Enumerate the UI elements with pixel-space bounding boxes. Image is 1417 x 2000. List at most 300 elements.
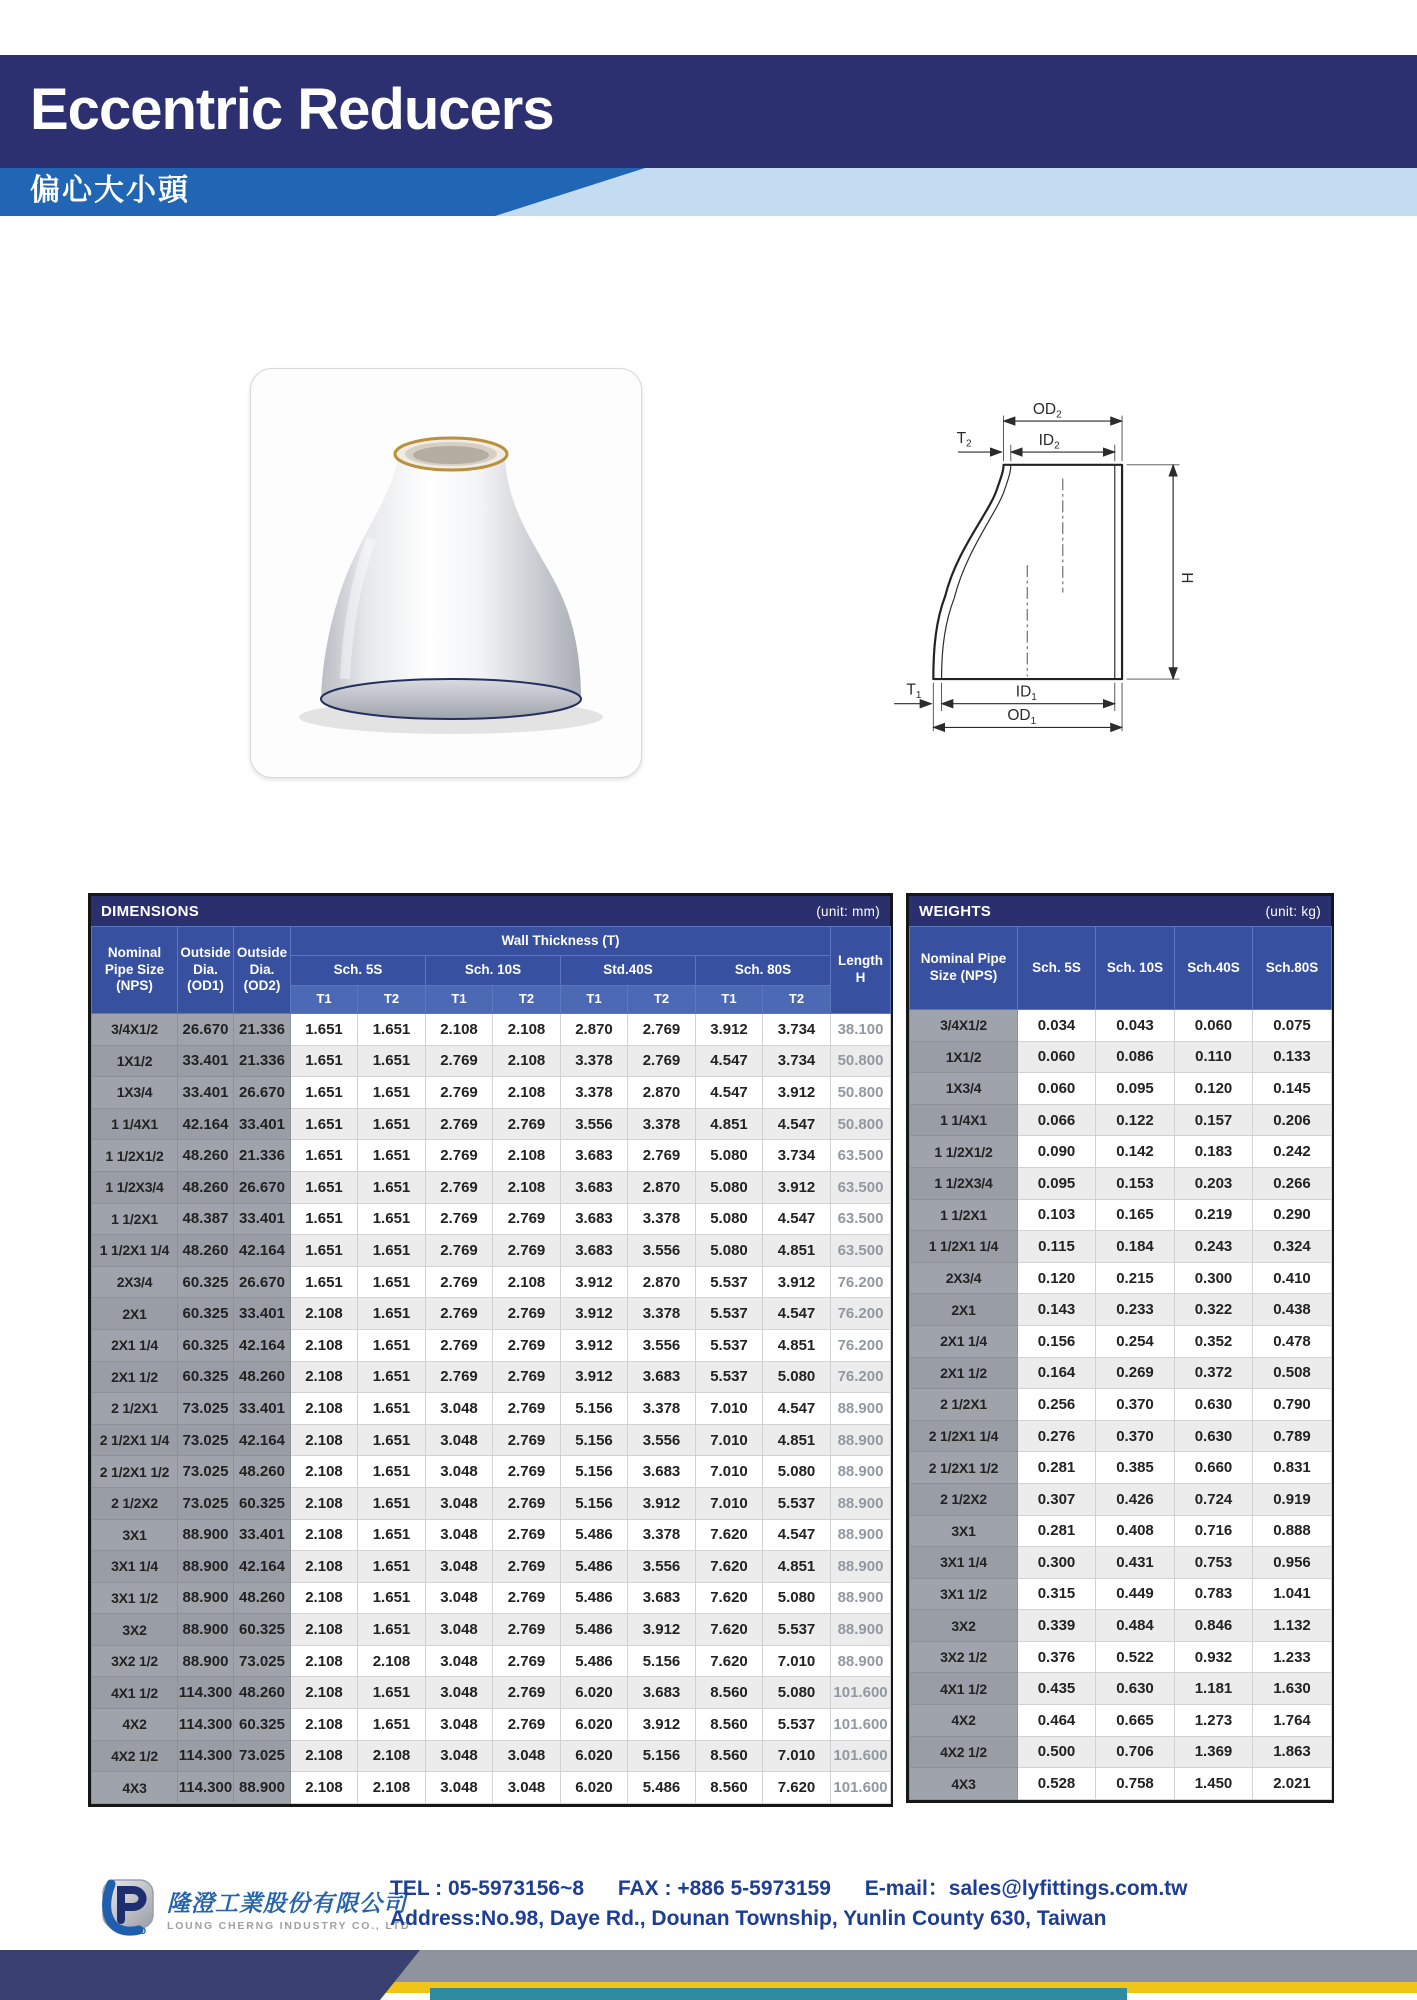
- cell: 0.184: [1096, 1231, 1175, 1263]
- cell: 60.325: [234, 1614, 291, 1646]
- col-header-od2: Outside Dia. (OD2): [234, 927, 291, 1014]
- cell: 2.769: [493, 1677, 561, 1709]
- reducer-top-bore: [413, 446, 489, 464]
- cell: 3.683: [561, 1203, 628, 1235]
- col-header-od1: Outside Dia. (OD1): [178, 927, 234, 1014]
- cell: 88.900: [831, 1424, 891, 1456]
- cell: 2.769: [426, 1361, 493, 1393]
- cell: 1.863: [1253, 1736, 1332, 1768]
- cell: 88.900: [178, 1582, 234, 1614]
- cell: 2 1/2X1 1/2: [92, 1456, 178, 1488]
- cell: 0.888: [1253, 1515, 1332, 1547]
- cell: 3.912: [628, 1709, 696, 1741]
- cell: 5.080: [763, 1361, 831, 1393]
- cell: 4.547: [763, 1203, 831, 1235]
- cell: 3.683: [561, 1235, 628, 1267]
- cell: 4X2 1/2: [910, 1736, 1018, 1768]
- cell: 4X2 1/2: [92, 1740, 178, 1772]
- cell: 2.870: [628, 1171, 696, 1203]
- company-logo-block: [95, 1878, 410, 1938]
- table-row: [910, 1041, 1332, 1073]
- cell: 0.120: [1175, 1073, 1253, 1105]
- cell: 2.769: [426, 1108, 493, 1140]
- cell: 1 1/2X1 1/4: [92, 1235, 178, 1267]
- cell: 0.281: [1018, 1452, 1096, 1484]
- cell: 3.683: [561, 1171, 628, 1203]
- cell: 60.325: [234, 1487, 291, 1519]
- cell: 7.620: [763, 1772, 831, 1804]
- cell: 6.020: [561, 1772, 628, 1804]
- cell: 2.769: [493, 1329, 561, 1361]
- cell: 3.048: [426, 1456, 493, 1488]
- cell: 2.769: [493, 1487, 561, 1519]
- cell: 4.547: [696, 1077, 763, 1109]
- subcol-t2: T2: [358, 986, 426, 1014]
- cell: 88.900: [178, 1519, 234, 1551]
- cell: 2.769: [426, 1329, 493, 1361]
- cell: 5.156: [561, 1487, 628, 1519]
- cell: 2.769: [426, 1266, 493, 1298]
- cell: 1 1/2X1/2: [92, 1140, 178, 1172]
- cell: 2.108: [291, 1329, 358, 1361]
- cell: 63.500: [831, 1203, 891, 1235]
- cell: 2 1/2X1 1/2: [910, 1452, 1018, 1484]
- cell: 2.769: [493, 1614, 561, 1646]
- dimensions-title: DIMENSIONS: [101, 902, 200, 920]
- cell: 2.108: [291, 1645, 358, 1677]
- product-photo-card: [250, 368, 642, 778]
- cell: 3X2 1/2: [910, 1641, 1018, 1673]
- cell: 5.486: [561, 1519, 628, 1551]
- cell: 5.080: [696, 1171, 763, 1203]
- cell: 3.912: [561, 1329, 628, 1361]
- label-od1: $OD_1$: [1007, 707, 1037, 727]
- cell: 3.912: [628, 1614, 696, 1646]
- cell: 1.233: [1253, 1641, 1332, 1673]
- cell: 0.086: [1096, 1041, 1175, 1073]
- cell: 2.108: [358, 1645, 426, 1677]
- cell: 1.369: [1175, 1736, 1253, 1768]
- cell: 2.108: [291, 1772, 358, 1804]
- cell: 101.600: [831, 1740, 891, 1772]
- address-text: Address:No.98, Daye Rd., Dounan Township, Yunlin County 630, Taiwan: [390, 1907, 1107, 1930]
- table-row: [92, 1361, 891, 1393]
- cell: 1.651: [291, 1235, 358, 1267]
- cell: 88.900: [178, 1614, 234, 1646]
- cell: 0.630: [1175, 1420, 1253, 1452]
- table-row: [92, 1645, 891, 1677]
- dimensions-unit: (unit: mm): [816, 903, 880, 919]
- cell: 1.651: [358, 1235, 426, 1267]
- cell: 1 1/2X1 1/4: [910, 1231, 1018, 1263]
- table-row: [92, 1108, 891, 1140]
- table-row: [92, 1772, 891, 1804]
- cell: 3.556: [561, 1108, 628, 1140]
- weights-title: WEIGHTS: [919, 902, 992, 920]
- cell: 1.651: [291, 1045, 358, 1077]
- table-row: [910, 1167, 1332, 1199]
- table-row: [910, 1073, 1332, 1105]
- cell: 5.486: [628, 1772, 696, 1804]
- cell: 42.164: [234, 1235, 291, 1267]
- cell: 0.783: [1175, 1578, 1253, 1610]
- cell: 1.273: [1175, 1705, 1253, 1737]
- cell: 0.956: [1253, 1547, 1332, 1579]
- cell: 1.651: [358, 1393, 426, 1425]
- cell: 0.103: [1018, 1199, 1096, 1231]
- cell: 1.041: [1253, 1578, 1332, 1610]
- cell: 3.378: [628, 1203, 696, 1235]
- cell: 1.630: [1253, 1673, 1332, 1705]
- extension-lines: [933, 416, 1179, 731]
- cell: 76.200: [831, 1266, 891, 1298]
- cell: 88.900: [831, 1393, 891, 1425]
- cell: 2.108: [291, 1709, 358, 1741]
- reducer-base: [321, 679, 581, 719]
- cell: 5.537: [763, 1709, 831, 1741]
- table-row: [92, 1614, 891, 1646]
- cell: 3.912: [696, 1014, 763, 1046]
- cell: 0.758: [1096, 1768, 1175, 1800]
- cell: 42.164: [178, 1108, 234, 1140]
- cell: 73.025: [178, 1456, 234, 1488]
- table-row: [92, 1077, 891, 1109]
- cell: 73.025: [178, 1424, 234, 1456]
- table-row: [910, 1578, 1332, 1610]
- col-header-wall-thickness: Wall Thickness (T): [291, 927, 831, 956]
- cell: 2.108: [291, 1456, 358, 1488]
- company-name-chinese: 隆澄工業股份有限公司: [167, 1889, 407, 1916]
- cell: 63.500: [831, 1140, 891, 1172]
- cell: 2.769: [426, 1045, 493, 1077]
- cell: 1.651: [358, 1361, 426, 1393]
- cell: 0.431: [1096, 1547, 1175, 1579]
- cell: 50.800: [831, 1108, 891, 1140]
- cell: 1.651: [358, 1203, 426, 1235]
- cell: 5.486: [561, 1645, 628, 1677]
- cell: 3.683: [628, 1456, 696, 1488]
- cell: 3X2: [92, 1614, 178, 1646]
- table-row: [910, 1515, 1332, 1547]
- logo-text: LYCO: [119, 1926, 148, 1936]
- cell: 5.537: [696, 1329, 763, 1361]
- cell: 1.651: [291, 1266, 358, 1298]
- product-photo: [251, 369, 641, 777]
- cell: 1X3/4: [910, 1073, 1018, 1105]
- cell: 48.260: [234, 1677, 291, 1709]
- table-row: [910, 1294, 1332, 1326]
- cell: 0.789: [1253, 1420, 1332, 1452]
- cell: 6.020: [561, 1740, 628, 1772]
- weights-grid: [909, 926, 1332, 1800]
- col-header-sch80s: Sch. 80S: [696, 956, 831, 986]
- cell: 7.010: [696, 1456, 763, 1488]
- cell: 101.600: [831, 1677, 891, 1709]
- cell: 3.912: [763, 1266, 831, 1298]
- cell: 5.486: [561, 1551, 628, 1583]
- cell: 1.651: [358, 1140, 426, 1172]
- cell: 1.651: [358, 1045, 426, 1077]
- cell: 5.537: [696, 1266, 763, 1298]
- label-id1: $ID_1$: [1015, 683, 1037, 704]
- cell: 1.764: [1253, 1705, 1332, 1737]
- cell: 0.660: [1175, 1452, 1253, 1484]
- cell: 4.547: [763, 1108, 831, 1140]
- subcol-t1: T1: [696, 986, 763, 1014]
- cell: 0.790: [1253, 1389, 1332, 1421]
- cell: 0.478: [1253, 1325, 1332, 1357]
- cell: 0.315: [1018, 1578, 1096, 1610]
- cell: 7.010: [763, 1645, 831, 1677]
- weights-title-bar: [909, 896, 1331, 926]
- table-row: [92, 1519, 891, 1551]
- table-row: [910, 1357, 1332, 1389]
- cell: 5.156: [561, 1393, 628, 1425]
- cell: 76.200: [831, 1361, 891, 1393]
- cell: 3X1: [910, 1515, 1018, 1547]
- cell: 5.156: [561, 1456, 628, 1488]
- cell: 0.215: [1096, 1262, 1175, 1294]
- cell: 2.108: [493, 1266, 561, 1298]
- cell: 2.769: [493, 1235, 561, 1267]
- company-names: [167, 1885, 410, 1932]
- cell: 0.630: [1096, 1673, 1175, 1705]
- cell: 3X1 1/2: [92, 1582, 178, 1614]
- cell: 2.769: [493, 1203, 561, 1235]
- cell: 1.651: [358, 1108, 426, 1140]
- col-header-sch5s: Sch. 5S: [291, 956, 426, 986]
- cell: 73.025: [178, 1487, 234, 1519]
- cell: 0.183: [1175, 1136, 1253, 1168]
- cell: 0.831: [1253, 1452, 1332, 1484]
- table-row: [92, 1329, 891, 1361]
- cell: 33.401: [234, 1108, 291, 1140]
- cell: 2.769: [493, 1424, 561, 1456]
- cell: 5.486: [561, 1614, 628, 1646]
- cell: 1 1/4X1: [910, 1104, 1018, 1136]
- cell: 0.932: [1175, 1641, 1253, 1673]
- cell: 0.276: [1018, 1420, 1096, 1452]
- cell: 2.108: [291, 1551, 358, 1583]
- cell: 3X2: [910, 1610, 1018, 1642]
- cell: 88.900: [234, 1772, 291, 1804]
- cell: 0.219: [1175, 1199, 1253, 1231]
- cell: 26.670: [178, 1014, 234, 1046]
- cell: 0.706: [1096, 1736, 1175, 1768]
- table-row: [910, 1736, 1332, 1768]
- cell: 0.060: [1018, 1041, 1096, 1073]
- cell: 3.556: [628, 1424, 696, 1456]
- cell: 3.048: [493, 1772, 561, 1804]
- cell: 3/4X1/2: [92, 1014, 178, 1046]
- cell: 0.281: [1018, 1515, 1096, 1547]
- cell: 0.243: [1175, 1231, 1253, 1263]
- cell: 60.325: [234, 1709, 291, 1741]
- subcol-t2: T2: [628, 986, 696, 1014]
- cell: 5.156: [628, 1740, 696, 1772]
- cell: 2.769: [628, 1014, 696, 1046]
- cell: 5.080: [763, 1582, 831, 1614]
- cell: 2.870: [561, 1014, 628, 1046]
- cell: 21.336: [234, 1045, 291, 1077]
- cell: 1.651: [358, 1424, 426, 1456]
- cell: 21.336: [234, 1140, 291, 1172]
- cell: 1.651: [291, 1108, 358, 1140]
- cell: 0.115: [1018, 1231, 1096, 1263]
- cell: 73.025: [178, 1393, 234, 1425]
- cell: 3.048: [426, 1551, 493, 1583]
- cell: 0.156: [1018, 1325, 1096, 1357]
- cell: 0.724: [1175, 1483, 1253, 1515]
- cell: 0.426: [1096, 1483, 1175, 1515]
- cell: 3.912: [763, 1171, 831, 1203]
- cell: 1.651: [291, 1140, 358, 1172]
- cell: 88.900: [831, 1582, 891, 1614]
- cell: 2.769: [493, 1361, 561, 1393]
- cell: 3.378: [561, 1045, 628, 1077]
- cell: 1.651: [358, 1582, 426, 1614]
- cell: 0.143: [1018, 1294, 1096, 1326]
- table-row: [910, 1641, 1332, 1673]
- cell: 0.339: [1018, 1610, 1096, 1642]
- cell: 33.401: [234, 1393, 291, 1425]
- cell: 42.164: [234, 1424, 291, 1456]
- cell: 0.322: [1175, 1294, 1253, 1326]
- cell: 3.912: [561, 1266, 628, 1298]
- cell: 0.075: [1253, 1010, 1332, 1042]
- cell: 0.919: [1253, 1483, 1332, 1515]
- cell: 1.651: [291, 1014, 358, 1046]
- cell: 33.401: [234, 1519, 291, 1551]
- cell: 2.870: [628, 1266, 696, 1298]
- col-header-sch10s: Sch. 10S: [1096, 927, 1175, 1010]
- cell: 3.048: [426, 1487, 493, 1519]
- cell: 3.912: [561, 1361, 628, 1393]
- subtitle-band: [0, 168, 1417, 216]
- cell: 88.900: [831, 1487, 891, 1519]
- col-header-length-h: Length H: [831, 927, 891, 1014]
- cell: 33.401: [178, 1077, 234, 1109]
- cell: 0.254: [1096, 1325, 1175, 1357]
- cell: 101.600: [831, 1772, 891, 1804]
- cell: 0.060: [1175, 1010, 1253, 1042]
- cell: 2X1: [92, 1298, 178, 1330]
- table-row: [92, 1487, 891, 1519]
- table-row: [92, 1298, 891, 1330]
- cell: 7.620: [696, 1582, 763, 1614]
- cell: 2.108: [493, 1045, 561, 1077]
- subcol-t1: T1: [291, 986, 358, 1014]
- cell: 114.300: [178, 1740, 234, 1772]
- cell: 5.080: [696, 1140, 763, 1172]
- cell: 5.537: [763, 1487, 831, 1519]
- page-title: Eccentric Reducers: [30, 77, 554, 142]
- cell: 38.100: [831, 1014, 891, 1046]
- label-h: H: [1178, 572, 1195, 584]
- cell: 2.769: [493, 1519, 561, 1551]
- cell: 3.378: [628, 1519, 696, 1551]
- cell: 4X1 1/2: [910, 1673, 1018, 1705]
- dimension-lines: [894, 421, 1173, 727]
- cell: 3.048: [426, 1582, 493, 1614]
- cell: 1.651: [291, 1077, 358, 1109]
- cell: 0.716: [1175, 1515, 1253, 1547]
- cell: 0.370: [1096, 1389, 1175, 1421]
- email-text: E-mail：sales@lyfittings.com.tw: [864, 1877, 1188, 1900]
- cell: 0.324: [1253, 1231, 1332, 1263]
- cell: 1X3/4: [92, 1077, 178, 1109]
- table-row: [92, 1266, 891, 1298]
- cell: 0.385: [1096, 1452, 1175, 1484]
- cell: 2.108: [291, 1393, 358, 1425]
- cell: 50.800: [831, 1077, 891, 1109]
- cell: 4.547: [763, 1298, 831, 1330]
- cell: 0.120: [1018, 1262, 1096, 1294]
- cell: 7.620: [696, 1614, 763, 1646]
- cell: 0.753: [1175, 1547, 1253, 1579]
- cell: 4.851: [763, 1424, 831, 1456]
- table-row: [910, 1610, 1332, 1642]
- col-header-nps: Nominal Pipe Size (NPS): [92, 927, 178, 1014]
- cell: 48.260: [178, 1235, 234, 1267]
- table-row: [910, 1547, 1332, 1579]
- col-header-sch80s: Sch.80S: [1253, 927, 1332, 1010]
- cell: 4X3: [92, 1772, 178, 1804]
- cell: 0.464: [1018, 1705, 1096, 1737]
- cell: 1.651: [358, 1519, 426, 1551]
- cell: 0.508: [1253, 1357, 1332, 1389]
- table-row: [92, 1235, 891, 1267]
- cell: 1.651: [358, 1551, 426, 1583]
- table-row: [910, 1136, 1332, 1168]
- table-row: [910, 1104, 1332, 1136]
- fax-text: FAX : +886 5-5973159: [617, 1877, 831, 1900]
- cell: 3X2 1/2: [92, 1645, 178, 1677]
- cell: 4X2: [910, 1705, 1018, 1737]
- cell: 8.560: [696, 1677, 763, 1709]
- contact-line-1: [390, 1874, 1216, 1904]
- cell: 2.108: [291, 1361, 358, 1393]
- table-row: [92, 1551, 891, 1583]
- cell: 5.156: [561, 1424, 628, 1456]
- col-header-std40s: Std.40S: [561, 956, 696, 986]
- page-subtitle: 偏心大小頭: [30, 174, 190, 207]
- cell: 4.851: [763, 1329, 831, 1361]
- cell: 2.108: [291, 1298, 358, 1330]
- cell: 3.378: [628, 1298, 696, 1330]
- cell: 4.547: [763, 1393, 831, 1425]
- cell: 2.108: [358, 1740, 426, 1772]
- cell: 6.020: [561, 1677, 628, 1709]
- label-od2: $OD_2$: [1032, 400, 1062, 421]
- cell: 0.438: [1253, 1294, 1332, 1326]
- cell: 7.010: [763, 1740, 831, 1772]
- cell: 3.378: [561, 1077, 628, 1109]
- cell: 2.769: [493, 1709, 561, 1741]
- cell: 0.164: [1018, 1357, 1096, 1389]
- cell: 3X1 1/4: [910, 1547, 1018, 1579]
- cell: 0.352: [1175, 1325, 1253, 1357]
- cell: 0.095: [1096, 1073, 1175, 1105]
- cell: 73.025: [234, 1740, 291, 1772]
- cell: 3X1: [92, 1519, 178, 1551]
- cell: 3.734: [763, 1140, 831, 1172]
- weights-rows: [910, 1010, 1332, 1800]
- cell: 2.769: [493, 1298, 561, 1330]
- cell: 0.370: [1096, 1420, 1175, 1452]
- cell: 88.900: [831, 1519, 891, 1551]
- cell: 7.620: [696, 1519, 763, 1551]
